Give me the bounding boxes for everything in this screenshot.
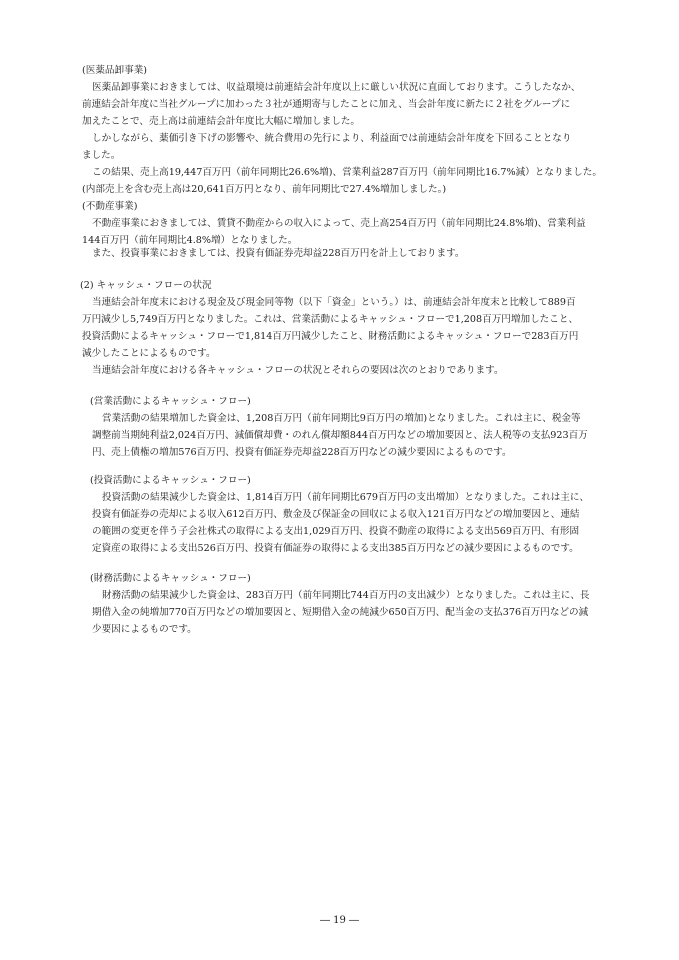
pharma-line-6: この結果、売上高19,447百万円（前年同期比26.6%増)、営業利益287百万円（前年同期比16.7%減）となりました。 [92,167,602,178]
investing-line-4: 定資産の取得による支出526百万円、投資有価証券の取得による支出385百万円などの減少要因によるものです。 [92,543,579,554]
cashflow-line-3: 投資活動によるキャッシュ・フローで1,814百万円減少したこと、財務活動によるキャッシュ・フローで283百万円 [82,331,579,342]
pharma-line-7: (内部売上を含む売上高は20,641百万円となり、前年同期比で27.4%増加しました。) [82,184,447,195]
financing-line-1: 財務活動の結果減少した資金は、283百万円（前年同期比744百万円の支出減少）となりました。これは主に、長 [102,590,590,601]
pharma-line-1: 医薬品卸事業におきましては、収益環境は前連結会計年度以上に厳しい状況に直面しております。こうしたなか、 [92,82,581,93]
pharma-line-3: 加えたことで、売上高は前連結会計年度比大幅に増加しました。 [82,116,361,127]
financing-line-2: 期借入金の純増加770百万円などの増加要因と、短期借入金の純減少650百万円、配当金の支払376百万円などの減 [92,607,589,618]
cashflow-heading: (2) キャッシュ・フローの状況 [80,280,212,291]
investing-section [90,472,589,557]
operating-heading: (営業活動によるキャッシュ・フロー) [90,396,251,407]
cashflow-section [80,277,578,379]
pharma-heading: (医薬品卸事業) [82,65,148,76]
pharma-line-2: 前連結会計年度に当社グループに加わった３社が通期寄与したことに加え、当会計年度に新たに２社をグループに [82,99,571,110]
investment-line: また、投資事業におきましては、投資有価証券売却益228百万円を計上しております。 [92,248,465,259]
cashflow-line-1: 当連結会計年度末における現金及び現金同等物（以下「資金」という。）は、前連結会計年度末と比較して889百 [92,297,576,308]
cashflow-line-2: 万円減少し5,749百万円となりました。これは、営業活動によるキャッシュ・フローで1,208百万円増加したこと、 [82,314,579,325]
realestate-heading: (不動産事業) [82,201,138,212]
pharma-line-4: しかしながら、薬価引き下げの影響や、統合費用の先行により、利益面では前連結会計年度を下回ることとなり [92,133,572,144]
pharma-section [82,62,602,198]
investing-line-3: の範囲の変更を伴う子会社株式の取得による支出1,029百万円、投資不動産の取得による支出569百万円、有形固 [92,526,580,537]
cashflow-line-4: 減少したことによるものです。 [82,348,216,359]
cashflow-line-5: 当連結会計年度における各キャッシュ・フローの状況とそれらの要因は次のとおりであります。 [92,365,504,376]
realestate-line-2: 144百万円（前年同期比4.8%増）となりました。 [82,235,298,246]
financing-heading: (財務活動によるキャッシュ・フロー) [90,573,251,584]
investment-section [92,245,465,262]
operating-section [90,393,588,461]
financing-section [90,570,590,638]
realestate-section [82,198,586,249]
operating-line-1: 営業活動の結果増加した資金は、1,208百万円（前年同期比9百万円の増加)となりました。これは主に、税金等 [102,413,581,424]
realestate-line-1: 不動産事業におきましては、賃貸不動産からの収入によって、売上高254百万円（前年同期比24.8%増)、営業利益 [92,218,586,229]
operating-line-2: 調整前当期純利益2,024百万円、減価償却費・のれん償却額844百万円などの増加要因と、法人税等の支払923百万 [92,430,588,441]
investing-line-1: 投資活動の結果減少した資金は、1,814百万円（前年同期比679百万円の支出増加）となりました。これは主に、 [102,492,590,503]
investing-heading: (投資活動によるキャッシュ・フロー) [90,475,251,486]
financing-line-3: 少要因によるものです。 [92,624,197,635]
operating-line-3: 円、売上債権の増加576百万円、投資有価証券売却益228百万円などの減少要因によるものです。 [92,447,512,458]
investing-line-2: 投資有価証券の売却による収入612百万円、敷金及び保証金の回収による収入121百万円などの増加要因と、連結 [92,509,580,520]
pharma-line-5: ました。 [82,150,121,161]
page-number: ― 19 ― [319,915,360,926]
